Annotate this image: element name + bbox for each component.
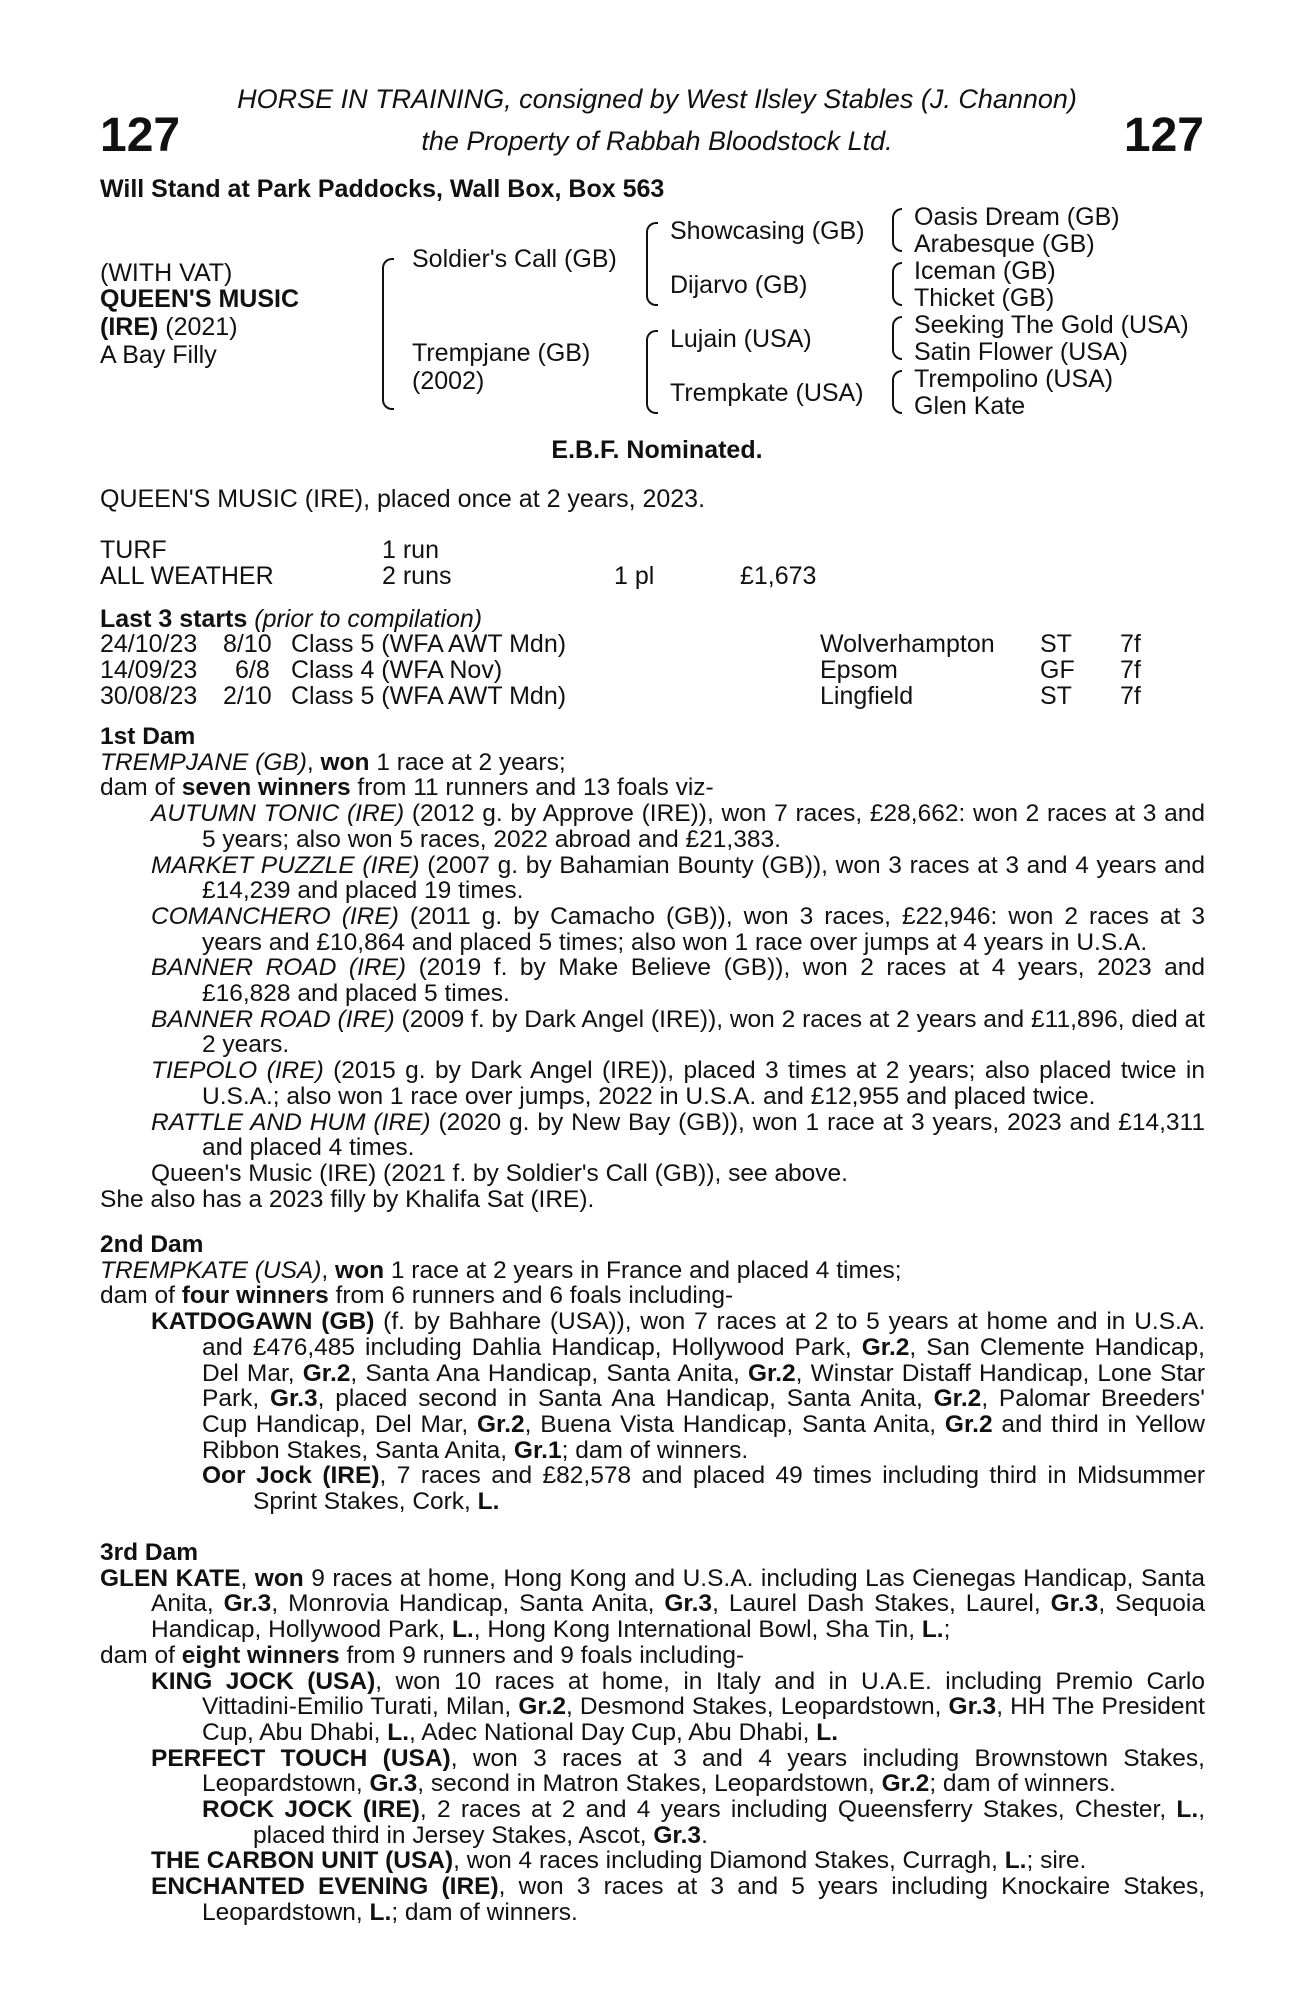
lot-number-right: 127: [1123, 109, 1204, 162]
pedigree-brace-main: [382, 258, 394, 410]
pedigree-dss: Seeking The Gold (USA): [914, 311, 1189, 339]
record-row-aw: [100, 563, 1200, 589]
pedigree-sire: Soldier's Call (GB): [412, 245, 617, 273]
produce-entry: AUTUMN TONIC (IRE) (2012 g. by Approve (IRE)), won 7 races, £28,662: won 2 races at 3 and 5 years; also won 5 races, 2022 abroad and £21,383.: [151, 800, 1206, 853]
pedigree-dam-dam: Trempkate (USA): [670, 379, 864, 407]
start-distance: 7f: [1120, 682, 1141, 710]
vat-status: (WITH VAT): [100, 259, 233, 287]
produce-entry: PERFECT TOUCH (USA), won 3 races at 3 and 4 years including Brownstown Stakes, Leopardstown, Gr.3, second in Matron Stakes, Leopardstown, Gr.2; dam of winners.: [151, 1744, 1205, 1798]
start-course: Wolverhampton: [820, 630, 995, 658]
pedigree-brace-ds: [892, 316, 902, 360]
produce-entry: TIEPOLO (IRE) (2015 g. by Dark Angel (IRE)), placed 3 times at 2 years; also placed twice in U.S.A.; also won 1 race over jumps, 2022 in U.S.A. and £12,955 and placed twice.: [151, 1057, 1205, 1110]
lot-number-left: 127: [100, 109, 181, 162]
pedigree-sire-dam: Dijarvo (GB): [670, 271, 808, 299]
start-row: [100, 657, 1200, 683]
first-dam-note: She also has a 2023 filly by Khalifa Sat (IRE).: [100, 1185, 595, 1213]
pedigree-dsd: Satin Flower (USA): [914, 338, 1128, 366]
start-position: 6/8: [235, 656, 270, 684]
produce-entry: THE CARBON UNIT (USA), won 4 races including Diamond Stakes, Curragh, L.; sire.: [151, 1847, 1087, 1875]
consignor-line: HORSE IN TRAINING, consigned by West Ilsley Stables (J. Channon): [237, 84, 1077, 114]
produce-entry: COMANCHERO (IRE) (2011 g. by Camacho (GB)), won 3 races, £22,946: won 2 races at 3 years and £10,864 and placed 5 times; also won 1 race over jumps at 4 years in U.S.A.: [151, 902, 1205, 956]
record-runs: 1 run: [382, 536, 439, 564]
pedigree-brace-ss: [892, 208, 902, 252]
produce-entry: KATDOGAWN (GB) (f. by Bahhare (USA)), won 7 races at 2 to 5 years at home and in U.S.A. and £476,485 including Dahlia Handicap, Hollywood Park, Gr.2, San Clemente Handicap, Del Mar, Gr.2, Santa Ana Handicap, Santa Anita, Gr.2, Winstar Distaff Handicap, Lone Star Park, Gr.3, placed second in Santa Ana Handicap, Santa Anita, Gr.2, Palomar Breeders' Cup Handicap, Del Mar, Gr.2, Buena Vista Handicap, Santa Anita, Gr.2 and third in Yellow Ribbon Stakes, Santa Anita, Gr.1; dam of winners.: [151, 1308, 1205, 1464]
start-class: Class 5 (WFA AWT Mdn): [291, 630, 567, 658]
start-date: 14/09/23: [100, 656, 198, 684]
start-course: Lingfield: [820, 682, 914, 710]
pedigree-brace-sd: [892, 262, 902, 306]
pedigree-brace-dam: [646, 330, 658, 414]
property-line: the Property of Rabbah Bloodstock Ltd.: [421, 126, 893, 156]
start-distance: 7f: [1120, 630, 1141, 658]
record-placed: 1 pl: [614, 562, 655, 590]
third-dam-heading: 3rd Dam: [100, 1539, 199, 1566]
record-row-turf: [100, 537, 1200, 563]
pedigree-brace-sire: [646, 222, 658, 306]
start-distance: 7f: [1120, 656, 1141, 684]
start-going: ST: [1040, 682, 1072, 710]
pedigree-dam-year: (2002): [412, 367, 485, 395]
record-surface: ALL WEATHER: [100, 562, 274, 590]
pedigree-sdd: Thicket (GB): [914, 284, 1055, 312]
record-runs: 2 runs: [382, 562, 452, 590]
produce-entry: Queen's Music (IRE) (2021 f. by Soldier's Call (GB)), see above.: [151, 1159, 848, 1187]
pedigree-sss: Oasis Dream (GB): [914, 203, 1120, 231]
pedigree-dds: Trempolino (USA): [914, 365, 1114, 393]
pedigree-ssd: Arabesque (GB): [914, 230, 1095, 258]
second-dam-heading: 2nd Dam: [100, 1231, 204, 1258]
second-dam-line: TREMPKATE (USA), won 1 race at 2 years in France and placed 4 times;: [100, 1256, 902, 1284]
last-starts-heading: Last 3 starts (prior to compilation): [100, 605, 483, 633]
pedigree-sire-sire: Showcasing (GB): [670, 217, 865, 245]
horse-description: A Bay Filly: [100, 341, 217, 369]
start-going: GF: [1040, 656, 1075, 684]
produce-entry: ENCHANTED EVENING (IRE), won 3 races at 3 and 5 years including Knockaire Stakes, Leopardstown, L.; dam of winners.: [151, 1873, 1206, 1926]
second-dam-section: [100, 1232, 1205, 1515]
pedigree-brace-dd: [892, 370, 902, 414]
first-dam-produce-line: dam of seven winners from 11 runners and 13 foals viz-: [100, 774, 714, 802]
produce-entry: RATTLE AND HUM (IRE) (2020 g. by New Bay (GB)), won 1 race at 3 years, 2023 and £14,311 and placed 4 times.: [151, 1108, 1205, 1162]
horse-name: QUEEN'S MUSIC: [100, 285, 300, 313]
pedigree-ddd: Glen Kate: [914, 392, 1026, 420]
start-class: Class 4 (WFA Nov): [291, 656, 503, 684]
first-dam-heading: 1st Dam: [100, 723, 196, 750]
start-course: Epsom: [820, 656, 898, 684]
horse-suffix-year: (IRE) (2021): [100, 313, 238, 341]
produce-entry: MARKET PUZZLE (IRE) (2007 g. by Bahamian Bounty (GB)), won 3 races at 3 and 4 years and £14,239 and placed 19 times.: [151, 851, 1206, 905]
produce-entry: KING JOCK (USA), won 10 races at home, in Italy and in U.A.E. including Premio Carlo Vittadini-Emilio Turati, Milan, Gr.2, Desmond Stakes, Leopardstown, Gr.3, HH The President Cup, Abu Dhabi, L., Adec National Day Cup, Abu Dhabi, L.: [151, 1667, 1205, 1746]
stand-location: Will Stand at Park Paddocks, Wall Box, Box 563: [100, 175, 665, 203]
start-date: 30/08/23: [100, 682, 198, 710]
first-dam-section: [100, 724, 1205, 1212]
start-row: [100, 683, 1200, 709]
record-surface: TURF: [100, 536, 167, 564]
start-position: 8/10: [223, 630, 272, 658]
first-dam-line: TREMPJANE (GB), won 1 race at 2 years;: [100, 748, 566, 776]
produce-entry: ROCK JOCK (IRE), 2 races at 2 and 4 years including Queensferry Stakes, Chester, L., placed third in Jersey Stakes, Ascot, Gr.3.: [202, 1796, 1205, 1849]
produce-entry: BANNER ROAD (IRE) (2009 f. by Dark Angel (IRE)), won 2 races at 2 years and £11,896, died at 2 years.: [151, 1005, 1205, 1059]
record-earnings: £1,673: [740, 562, 817, 590]
start-position: 2/10: [223, 682, 272, 710]
produce-entry: Oor Jock (IRE), 7 races and £82,578 and placed 49 times including third in Midsummer Sprint Stakes, Cork, L.: [202, 1462, 1205, 1516]
pedigree-dam-sire: Lujain (USA): [670, 325, 812, 353]
pedigree-dam: Trempjane (GB): [412, 339, 591, 367]
third-dam-produce-line: dam of eight winners from 9 runners and 9 foals including-: [100, 1641, 745, 1669]
produce-entry: BANNER ROAD (IRE) (2019 f. by Make Believe (GB)), won 2 races at 4 years, 2023 and £16,828 and placed 5 times.: [151, 954, 1205, 1008]
pedigree-sds: Iceman (GB): [914, 257, 1056, 285]
start-row: [100, 631, 1200, 657]
start-going: ST: [1040, 630, 1072, 658]
ebf-nominated: E.B.F. Nominated.: [551, 436, 763, 464]
second-dam-produce-line: dam of four winners from 6 runners and 6 foals including-: [100, 1282, 734, 1310]
third-dam-line: GLEN KATE, won 9 races at home, Hong Kong and U.S.A. including Las Cienegas Handicap, Santa Anita, Gr.3, Monrovia Handicap, Santa Anita, Gr.3, Laurel Dash Stakes, Laurel, Gr.3, Sequoia Handicap, Hollywood Park, L., Hong Kong International Bowl, Sha Tin, L.;: [100, 1564, 1205, 1644]
start-date: 24/10/23: [100, 630, 198, 658]
race-summary: QUEEN'S MUSIC (IRE), placed once at 2 years, 2023.: [100, 485, 706, 513]
third-dam-section: [100, 1540, 1205, 1926]
start-class: Class 5 (WFA AWT Mdn): [291, 682, 567, 710]
